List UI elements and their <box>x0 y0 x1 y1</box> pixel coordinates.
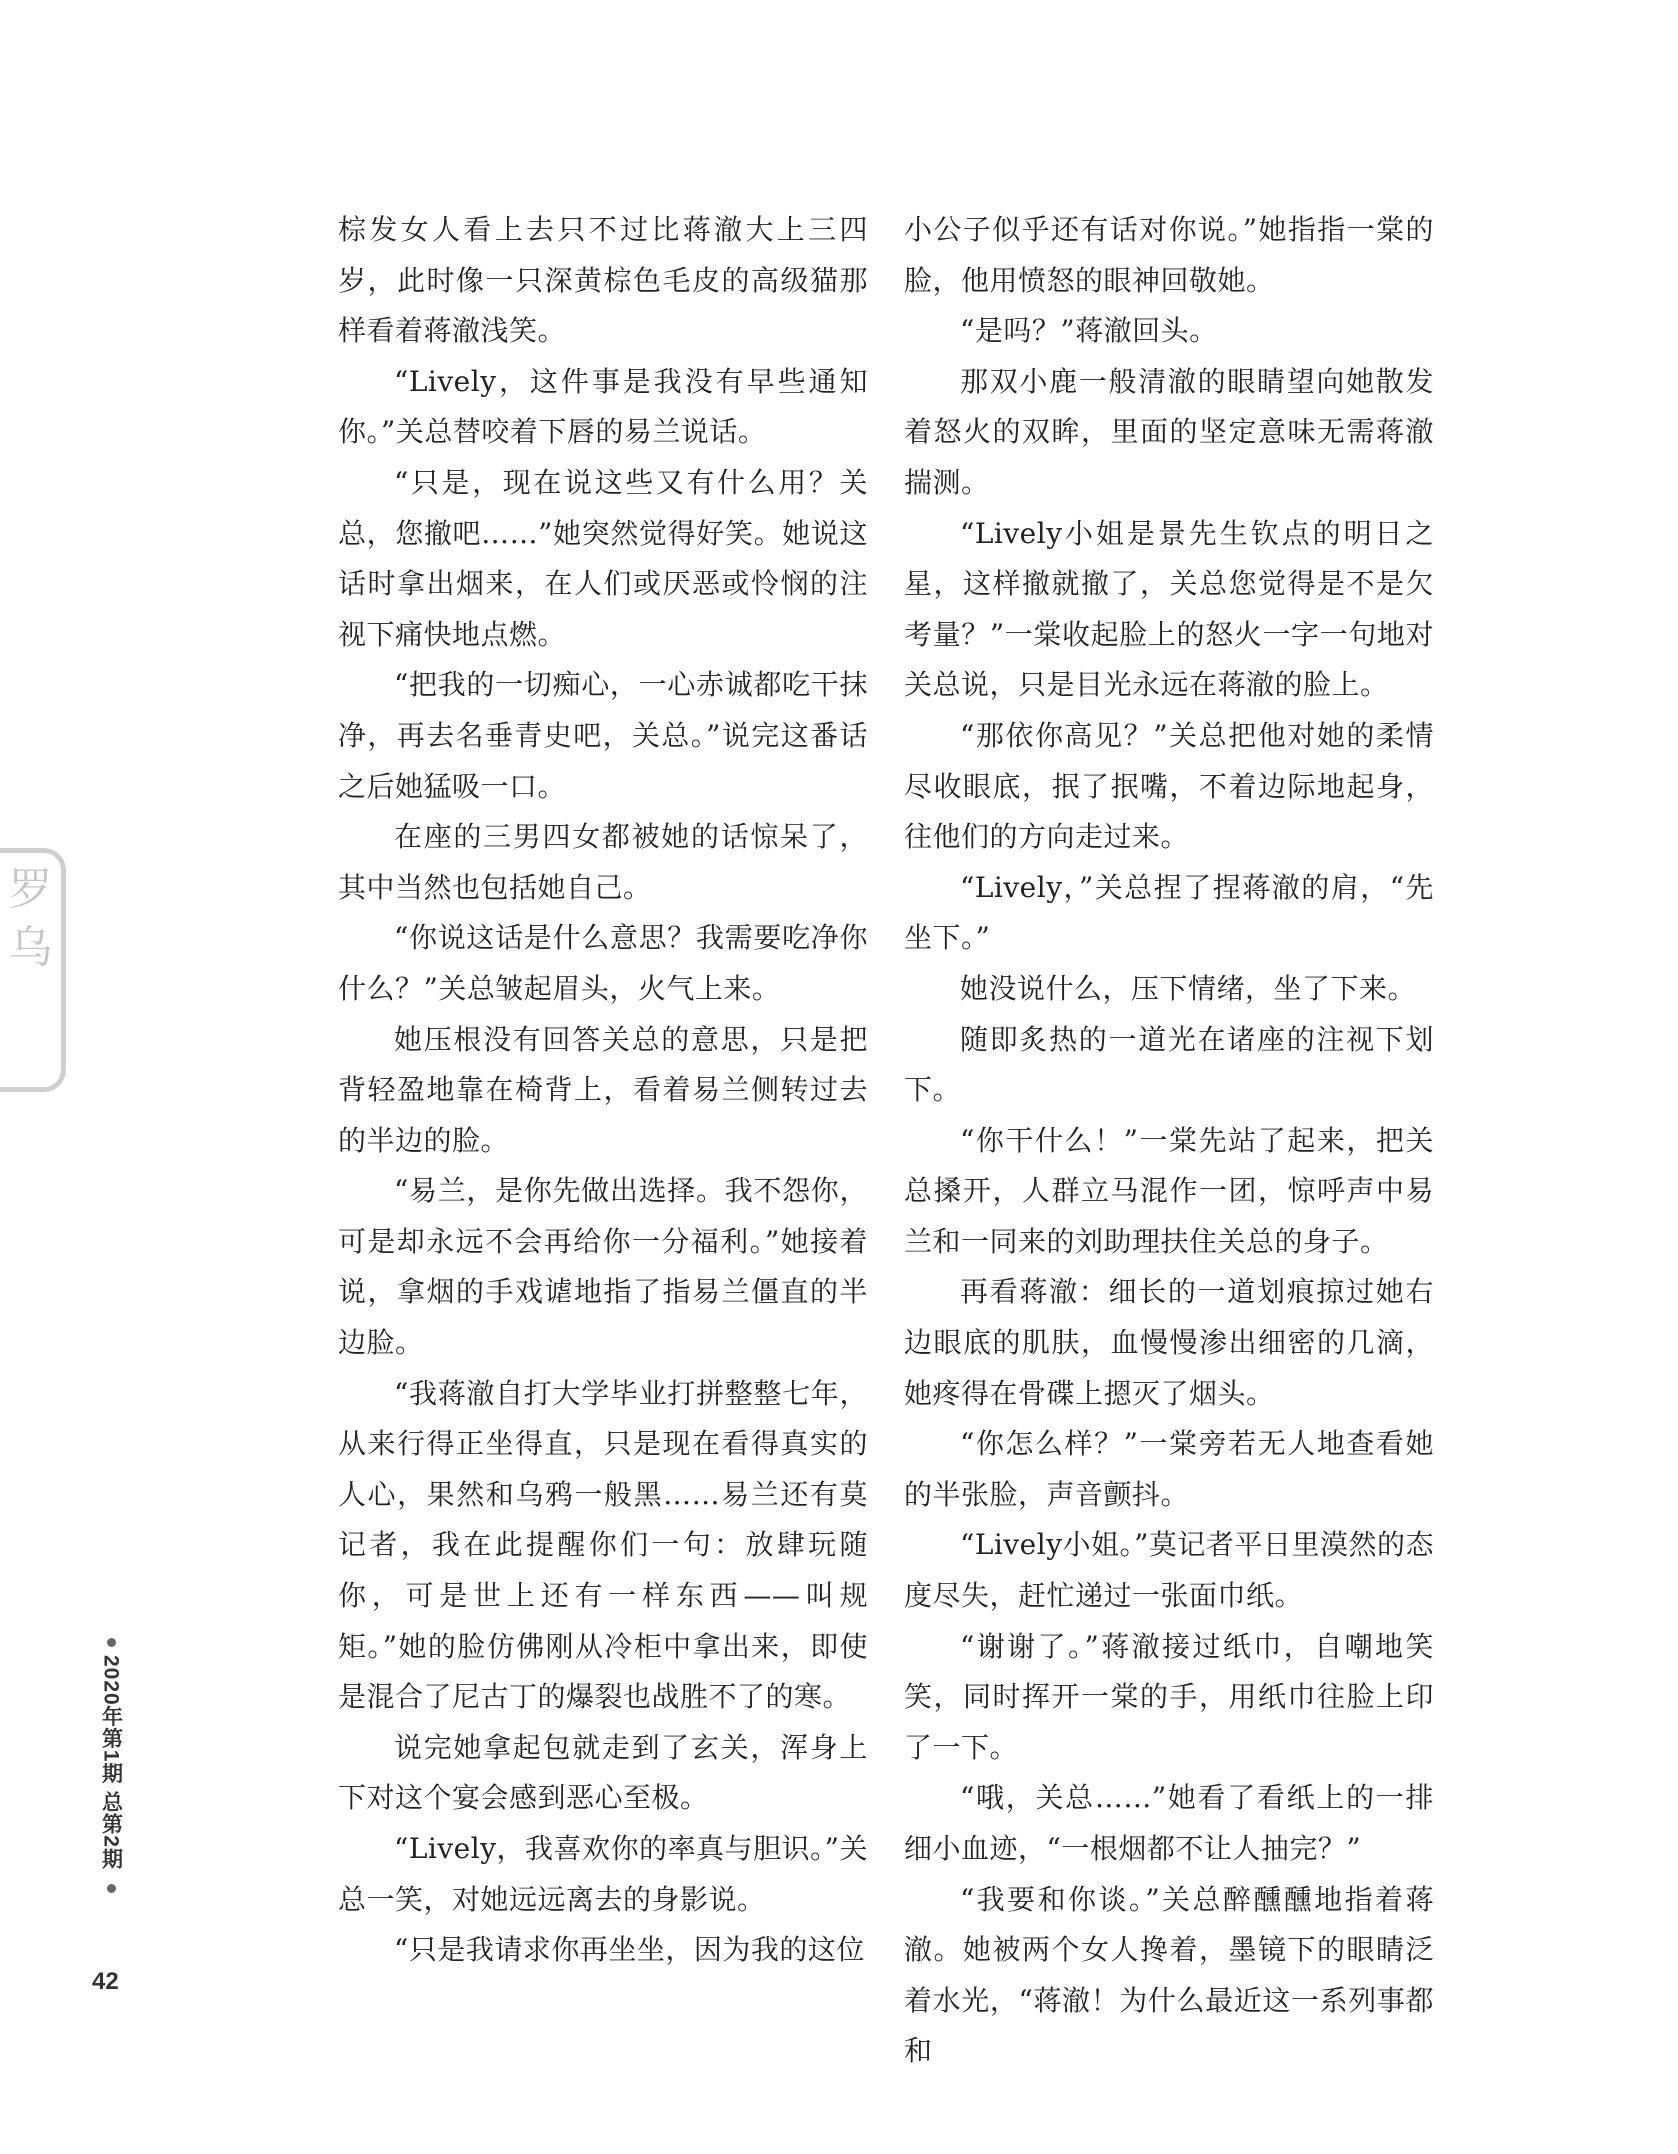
left-text-column <box>338 205 868 1976</box>
paragraph: “Lively小姐。”莫记者平日里漠然的态度尽失，赶忙递过一张面巾纸。 <box>904 1528 1434 1613</box>
paragraph: 说完她拿起包就走到了玄关，浑身上下对这个宴会感到恶心至极。 <box>338 1730 868 1815</box>
paragraph: 棕发女人看上去只不过比蒋澈大上三四岁，此时像一只深黄棕色毛皮的高级猫那样看着蒋澈浅笑。 <box>338 213 868 348</box>
page-number: 42 <box>92 1968 119 1995</box>
paragraph: “是吗？”蒋澈回头。 <box>960 314 1218 348</box>
paragraph: “你怎么样？”一棠旁若无人地查看她的半张脸，声音颤抖。 <box>904 1427 1434 1511</box>
paragraph: “Lively小姐是景先生钦点的明日之星，这样撤就撤了，关总您觉得是不是欠考量？”一棠收起脸上的怒火一字一句地对关总说，只是目光永远在蒋澈的脸上。 <box>904 516 1434 702</box>
paragraph: 随即炙热的一道光在诸座的注视下划下。 <box>904 1022 1434 1107</box>
paragraph: “只是，现在说这些又有什么用？关总，您撤吧……”她突然觉得好笑。她说这话时拿出烟来，在人们或厌恶或怜悯的注视下痛快地点燃。 <box>338 465 868 651</box>
paragraph: “你干什么！”一棠先站了起来，把关总搡开，人群立马混作一团，惊呼声中易兰和一同来的刘助理扶住关总的身子。 <box>904 1123 1434 1258</box>
seal-glyph-bottom: 乌 <box>8 922 53 973</box>
decorative-seal <box>0 848 66 1092</box>
right-text-column <box>904 205 1434 2077</box>
paragraph: 在座的三男四女都被她的话惊呆了，其中当然也包括她自己。 <box>338 820 868 904</box>
paragraph: “Lively，这件事是我没有早些通知你。”关总替咬着下唇的易兰说话。 <box>338 364 868 449</box>
paragraph: “谢谢了。”蒋澈接过纸巾，自嘲地笑笑，同时挥开一棠的手，用纸巾往脸上印了一下。 <box>904 1629 1434 1764</box>
seal-glyph-top: 罗 <box>8 864 53 915</box>
paragraph: 小公子似乎还有话对你说。”她指指一棠的脸，他用愤怒的眼神回敬她。 <box>904 213 1434 297</box>
paragraph: “Lively，我喜欢你的率真与胆识。”关总一笑，对她远远离去的身影说。 <box>338 1832 868 1916</box>
paragraph: “把我的一切痴心，一心赤诚都吃干抹净，再去名垂青史吧，关总。”说完这番话之后她猛吸一口。 <box>338 668 868 803</box>
paragraph: “我要和你谈。”关总醉醺醺地指着蒋澈。她被两个女人搀着，墨镜下的眼睛泛着水光，“蒋澈！为什么最近这一系列事都和 <box>904 1882 1434 2068</box>
paragraph: 她没说什么，压下情绪，坐了下来。 <box>960 971 1417 1005</box>
paragraph: “你说这话是什么意思？我需要吃净你什么？”关总皱起眉头，火气上来。 <box>338 921 868 1005</box>
issue-label: 2020年第1期 总第2期 <box>99 1655 123 1870</box>
bullet-dot-bottom <box>107 1884 116 1893</box>
paragraph: “那依你高见？”关总把他对她的柔情尽收眼底，抿了抿嘴，不着边际地起身，往他们的方向走过来。 <box>904 718 1434 854</box>
paragraph: 她压根没有回答关总的意思，只是把背轻盈地靠在椅背上，看着易兰侧转过去的半边的脸。 <box>338 1022 868 1157</box>
paragraph: 那双小鹿一般清澈的眼睛望向她散发着怒火的双眸，里面的坚定意味无需蒋澈揣测。 <box>904 364 1434 499</box>
paragraph: 再看蒋澈：细长的一道划痕掠过她右边眼底的肌肤，血慢慢渗出细密的几滴，她疼得在骨碟上摁灭了烟头。 <box>904 1275 1434 1410</box>
paragraph: “哦，关总……”她看了看纸上的一排细小血迹，“一根烟都不让人抽完？” <box>904 1781 1434 1865</box>
paragraph: “只是我请求你再坐坐，因为我的这位 <box>394 1933 865 1967</box>
paragraph: “Lively，”关总捏了捏蒋澈的肩，“先坐下。” <box>904 870 1434 955</box>
issue-info <box>96 1630 126 1901</box>
bullet-dot-top <box>107 1638 116 1647</box>
paragraph: “易兰，是你先做出选择。我不怨你，可是却永远不会再给你一分福利。”她接着说，拿烟的手戏谑地指了指易兰僵直的半边脸。 <box>338 1174 868 1360</box>
paragraph: “我蒋澈自打大学毕业打拼整整七年，从来行得正坐得直，只是现在看得真实的人心，果然和乌鸦一般黑……易兰还有莫记者，我在此提醒你们一句：放肆玩随你，可是世上还有一样东西——叫规矩。”她的脸仿佛刚从冷柜中拿出来，即使是混合了尼古丁的爆裂也战胜不了的寒。 <box>338 1376 868 1714</box>
